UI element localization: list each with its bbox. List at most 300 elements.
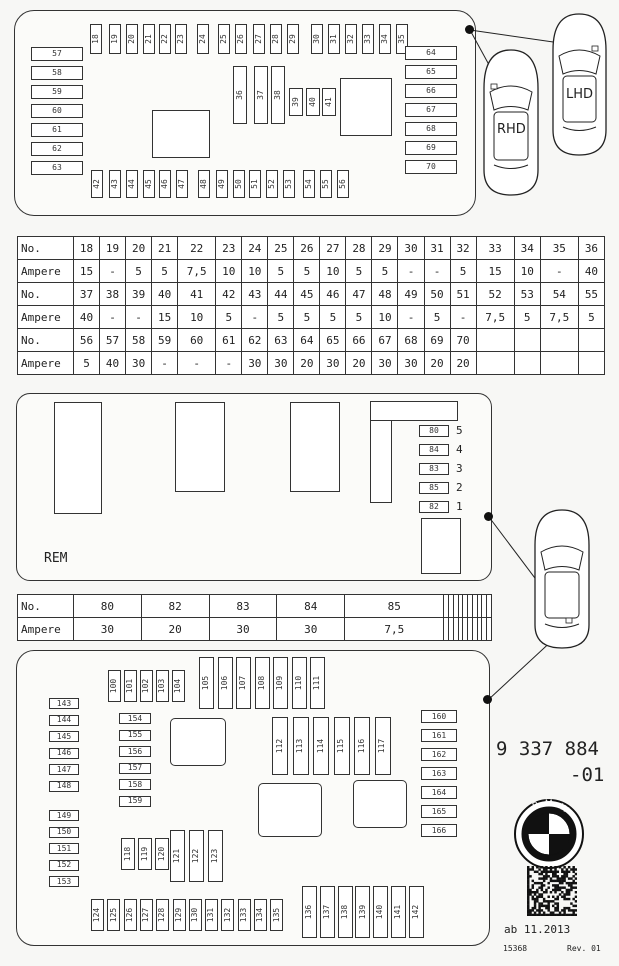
fuse-number: 159 (127, 796, 143, 805)
fuse-122 (189, 830, 204, 882)
row-header-ampere: Ampere (18, 618, 74, 641)
fuse-139 (355, 886, 370, 938)
fuse-number: 117 (377, 738, 387, 754)
fuse-number: 64 (426, 48, 436, 57)
fuse-number: 164 (431, 787, 447, 797)
ampere-cell: 40 (74, 306, 100, 329)
fuse-number-cell: 23 (216, 237, 242, 260)
ampere-cell: - (540, 260, 578, 283)
fuse-66 (405, 84, 457, 98)
fuse-55 (320, 170, 332, 198)
fuse-37 (254, 66, 268, 124)
fuse-number: 115 (336, 738, 346, 754)
fuse-number: 67 (426, 105, 436, 114)
fuse-number: 128 (157, 907, 167, 923)
fuse-57 (31, 47, 83, 61)
fuse-25 (218, 24, 230, 54)
fuse-number: 160 (431, 711, 447, 721)
fuse-number: 32 (345, 34, 355, 44)
fuse-109 (273, 657, 288, 709)
fuse-number-cell: 48 (372, 283, 398, 306)
fuse-number-cell: 68 (398, 329, 424, 352)
fuse-number: 124 (92, 907, 102, 923)
row-header-number: No. (18, 595, 74, 618)
fuse-number-cell: 30 (398, 237, 424, 260)
fuse-number-cell: 39 (126, 283, 152, 306)
ampere-cell: - (216, 352, 242, 375)
fuse-number-cell: 36 (578, 237, 604, 260)
ampere-cell: - (424, 260, 450, 283)
fuse-number: 121 (172, 848, 182, 864)
fuse-131 (205, 899, 218, 931)
fuse-number: 56 (337, 179, 347, 189)
ampere-cell: 5 (450, 260, 476, 283)
fuse-number: 61 (52, 125, 62, 134)
fuse-number: 62 (52, 144, 62, 153)
fuse-136 (302, 886, 317, 938)
fuse-number-cell: 69 (424, 329, 450, 352)
fuse-number-cell: 27 (320, 237, 346, 260)
fuse-64 (405, 46, 457, 60)
rem-relay-3 (290, 402, 340, 492)
rem-car-icon (535, 510, 589, 648)
fuse-number: 120 (157, 846, 167, 862)
fuse-148 (49, 781, 79, 792)
fuse-number: 60 (52, 106, 62, 115)
rem-fuse-position: 4 (456, 443, 463, 456)
rhd-label: RHD (497, 122, 526, 137)
fuse-number: 125 (108, 907, 118, 923)
fuse-24 (197, 24, 209, 54)
fuse-105 (199, 657, 214, 709)
fuse-number: 29 (287, 34, 297, 44)
fuse-number: 102 (141, 678, 151, 694)
fuse-number: 116 (357, 738, 367, 754)
svg-text:M: M (545, 798, 553, 808)
lhd-car-icon (553, 14, 606, 155)
top-panel-connector-dot (465, 25, 474, 34)
fuse-159 (119, 796, 151, 807)
fuse-number: 114 (316, 738, 326, 754)
rem-panel-connector-dot (484, 512, 493, 521)
fuse-number: 65 (426, 67, 436, 76)
fuse-80 (419, 425, 449, 437)
fuse-number-cell: 34 (514, 237, 540, 260)
fuse-number-cell: 70 (450, 329, 476, 352)
fuse-119 (138, 838, 152, 870)
fuse-121 (170, 830, 185, 882)
row-header-number: No. (18, 237, 74, 260)
fuse-number-cell: 37 (74, 283, 100, 306)
fuse-number: 132 (222, 907, 232, 923)
fuse-149 (49, 810, 79, 821)
fuse-number: 57 (52, 49, 62, 58)
fuse-124 (91, 899, 104, 931)
fuse-number: 108 (257, 675, 267, 691)
fuse-106 (218, 657, 233, 709)
svg-text:B: B (530, 798, 542, 811)
fuse-number: 141 (393, 904, 403, 920)
fuse-number: 127 (141, 907, 151, 923)
fuse-129 (173, 899, 186, 931)
fuse-number: 42 (91, 179, 101, 189)
fuse-number: 149 (56, 810, 72, 820)
ampere-cell: - (450, 306, 476, 329)
fuse-83 (419, 463, 449, 475)
ampere-cell: 30 (209, 618, 277, 641)
fuse-number: 163 (431, 768, 447, 778)
fuse-85 (419, 482, 449, 494)
fuse-number: 135 (271, 907, 281, 923)
ampere-cell: 30 (268, 352, 294, 375)
ampere-cell: 15 (476, 260, 514, 283)
fuse-101 (124, 670, 137, 702)
fuse-128 (156, 899, 169, 931)
fuse-156 (119, 746, 151, 757)
rear-panel-connector-dot (483, 695, 492, 704)
ampere-cell: - (398, 260, 424, 283)
fuse-number: 19 (109, 34, 119, 44)
fuse-155 (119, 730, 151, 741)
fuse-27 (253, 24, 265, 54)
fuse-113 (293, 717, 309, 775)
fuse-67 (405, 103, 457, 117)
fuse-19 (109, 24, 121, 54)
ampere-cell: 5 (74, 352, 100, 375)
fuse-number: 140 (375, 904, 385, 920)
fuse-32 (345, 24, 357, 54)
fuse-133 (238, 899, 251, 931)
ampere-cell: 30 (74, 618, 142, 641)
fuse-number: 161 (431, 730, 447, 740)
fuse-151 (49, 843, 79, 854)
fuse-143 (49, 698, 79, 709)
fuse-62 (31, 142, 83, 156)
ampere-cell: 5 (320, 306, 346, 329)
fuse-54 (303, 170, 315, 198)
fuse-107 (236, 657, 251, 709)
fuse-number-cell: 42 (216, 283, 242, 306)
row-header-number: No. (18, 283, 74, 306)
fuse-number: 105 (201, 675, 211, 691)
fuse-number-cell: 33 (476, 237, 514, 260)
fuse-number: 146 (56, 748, 72, 757)
fuse-44 (126, 170, 138, 198)
fuse-115 (334, 717, 350, 775)
fuse-42 (91, 170, 103, 198)
rem-fuse-position: 1 (456, 500, 463, 513)
ampere-cell: 7,5 (178, 260, 216, 283)
fuse-number: 155 (127, 730, 143, 739)
ampere-cell: 5 (268, 260, 294, 283)
footer-date: ab 11.2013 (504, 923, 571, 936)
fuse-138 (338, 886, 353, 938)
fuse-150 (49, 827, 79, 838)
fuse-number: 143 (56, 698, 72, 708)
fuse-number-cell: 59 (152, 329, 178, 352)
fuse-162 (421, 748, 457, 761)
rem-label: REM (44, 551, 68, 566)
fuse-number: 58 (52, 68, 62, 77)
fuse-118 (121, 838, 135, 870)
fuse-number-cell: 40 (152, 283, 178, 306)
fuse-84 (419, 444, 449, 456)
rear-relay-1 (170, 718, 226, 766)
fuse-number: 63 (52, 163, 62, 172)
fuse-number-cell: 61 (216, 329, 242, 352)
ampere-cell: 20 (450, 352, 476, 375)
fuse-number: 154 (127, 713, 143, 723)
fuse-63 (31, 161, 83, 175)
fuse-50 (233, 170, 245, 198)
fuse-number-cell: 43 (242, 283, 268, 306)
fuse-number: 145 (56, 731, 72, 741)
fuse-65 (405, 65, 457, 79)
fuse-number: 40 (307, 97, 317, 107)
ampere-cell: 5 (294, 260, 320, 283)
row-header-ampere: Ampere (18, 352, 74, 375)
fuse-53 (283, 170, 295, 198)
fuse-160 (421, 710, 457, 723)
fuse-number: 129 (174, 907, 184, 923)
fuse-number-cell: 67 (372, 329, 398, 352)
fuse-number: 18 (90, 34, 100, 44)
ampere-cell: - (100, 260, 126, 283)
fuse-38 (271, 66, 285, 124)
fuse-number: 20 (126, 34, 136, 44)
ampere-cell: 10 (242, 260, 268, 283)
fuse-number-cell: 21 (152, 237, 178, 260)
fuse-102 (140, 670, 153, 702)
fuse-number-cell: 19 (100, 237, 126, 260)
fuse-number: 136 (304, 904, 314, 920)
fuse-number: 23 (175, 34, 185, 44)
fuse-number: 106 (220, 675, 230, 691)
fuse-number: 34 (379, 34, 389, 44)
fuse-number-cell: 84 (277, 595, 345, 618)
ampere-cell: 10 (178, 306, 216, 329)
fuse-number: 39 (290, 97, 300, 107)
fuse-141 (391, 886, 406, 938)
fuse-number-cell: 51 (450, 283, 476, 306)
ampere-cell: 5 (578, 306, 604, 329)
fuse-number-cell: 44 (268, 283, 294, 306)
fuse-number: 47 (176, 179, 186, 189)
fuse-number: 139 (357, 904, 367, 920)
fuse-number: 85 (429, 483, 439, 492)
fuse-number-cell: 49 (398, 283, 424, 306)
fuse-number: 101 (125, 678, 135, 694)
fuse-number: 68 (426, 124, 436, 133)
fuse-125 (107, 899, 120, 931)
fuse-39 (289, 88, 303, 116)
fuse-number-cell: 24 (242, 237, 268, 260)
fuse-number: 151 (56, 843, 72, 853)
fuse-number-cell: 47 (346, 283, 372, 306)
row-header-ampere: Ampere (18, 260, 74, 283)
fuse-number: 44 (126, 179, 136, 189)
fuse-47 (176, 170, 188, 198)
fuse-number: 144 (56, 715, 72, 724)
fuse-104 (172, 670, 185, 702)
fuse-157 (119, 763, 151, 774)
fuse-number-cell: 22 (178, 237, 216, 260)
ampere-cell: - (398, 306, 424, 329)
fuse-number: 59 (52, 87, 62, 96)
fuse-number: 69 (426, 143, 436, 152)
fuse-number: 137 (322, 904, 332, 920)
fuse-number: 41 (323, 97, 333, 107)
fuse-number-cell: 83 (209, 595, 277, 618)
fuse-18 (90, 24, 102, 54)
fuse-number: 113 (295, 738, 305, 754)
fuse-number: 80 (429, 426, 439, 435)
footer-code: 15368 (503, 944, 528, 953)
ampere-cell: 20 (346, 352, 372, 375)
fuse-number: 70 (426, 162, 436, 171)
fuse-number: 37 (255, 90, 265, 100)
ampere-cell: 30 (320, 352, 346, 375)
fuse-number: 111 (312, 675, 322, 691)
fuse-number: 52 (266, 179, 276, 189)
fuse-number: 150 (56, 827, 72, 836)
fuse-68 (405, 122, 457, 136)
fuse-number-cell: 56 (74, 329, 100, 352)
fuse-142 (409, 886, 424, 938)
ampere-cell: 5 (216, 306, 242, 329)
fuse-number: 25 (218, 34, 228, 44)
fuse-52 (266, 170, 278, 198)
fuse-120 (155, 838, 169, 870)
rear-relay-3 (353, 780, 407, 828)
fuse-number: 49 (216, 179, 226, 189)
fuse-154 (119, 713, 151, 724)
rear-relay-2 (258, 783, 322, 837)
fuse-number: 50 (233, 179, 243, 189)
fuse-147 (49, 764, 79, 775)
row-header-number: No. (18, 329, 74, 352)
fuse-108 (255, 657, 270, 709)
fuse-number: 147 (56, 764, 72, 774)
fuse-69 (405, 141, 457, 155)
fuse-number-cell: 85 (345, 595, 444, 618)
fuse-144 (49, 715, 79, 726)
fuse-number: 28 (270, 34, 280, 44)
fuse-103 (156, 670, 169, 702)
fuse-40 (306, 88, 320, 116)
ampere-cell: 5 (424, 306, 450, 329)
fuse-number: 100 (109, 678, 119, 694)
ampere-cell: 30 (277, 618, 345, 641)
fuse-111 (310, 657, 325, 709)
fuse-48 (198, 170, 210, 198)
fuse-161 (421, 729, 457, 742)
fuse-number: 46 (159, 179, 169, 189)
fuse-number: 66 (426, 86, 436, 95)
fuse-number-cell: 50 (424, 283, 450, 306)
fuse-number-cell: 20 (126, 237, 152, 260)
fuse-36 (233, 66, 247, 124)
ampere-cell: 7,5 (540, 306, 578, 329)
fuse-number: 131 (206, 907, 216, 923)
relay-top-center (152, 110, 210, 158)
ampere-cell: - (152, 352, 178, 375)
ampere-cell: 40 (100, 352, 126, 375)
fuse-158 (119, 779, 151, 790)
fuse-135 (270, 899, 283, 931)
ampere-cell: 30 (398, 352, 424, 375)
rem-relay-1 (54, 402, 102, 514)
ampere-cell: 5 (514, 306, 540, 329)
ampere-cell: 15 (74, 260, 100, 283)
fuse-number: 26 (235, 34, 245, 44)
ampere-cell: 5 (346, 306, 372, 329)
fuse-number-cell: 31 (424, 237, 450, 260)
fuse-number-cell: 80 (74, 595, 142, 618)
fuse-number: 104 (173, 678, 183, 694)
fuse-number-cell: 52 (476, 283, 514, 306)
rem-fuse-position: 2 (456, 481, 463, 494)
fuse-number-cell: 57 (100, 329, 126, 352)
fuse-70 (405, 160, 457, 174)
fuse-number: 83 (429, 464, 439, 473)
fuse-number: 119 (140, 846, 150, 862)
fuse-112 (272, 717, 288, 775)
fuse-22 (159, 24, 171, 54)
ampere-cell: 15 (152, 306, 178, 329)
fuse-number: 156 (127, 746, 143, 756)
fuse-number: 53 (283, 179, 293, 189)
fuse-145 (49, 731, 79, 742)
fuse-number: 123 (210, 848, 220, 864)
fuse-110 (292, 657, 307, 709)
fuse-number: 166 (431, 825, 447, 835)
fuse-number: 152 (56, 860, 72, 869)
row-header-ampere: Ampere (18, 306, 74, 329)
ampere-cell: 5 (126, 260, 152, 283)
rem-fuse-position: 3 (456, 462, 463, 475)
rem-fuse-position: 5 (456, 424, 463, 437)
fuse-number: 35 (396, 34, 406, 44)
fuse-number: 45 (143, 179, 153, 189)
fuse-number: 109 (275, 675, 285, 691)
fuse-number: 31 (328, 34, 338, 44)
fuse-number: 107 (238, 675, 248, 691)
fuse-number-cell: 26 (294, 237, 320, 260)
fuse-number-cell: 64 (294, 329, 320, 352)
fuse-number: 48 (198, 179, 208, 189)
fuse-number: 134 (255, 907, 265, 923)
fuse-137 (320, 886, 335, 938)
rem-block-bottom (421, 518, 461, 574)
fuse-number: 30 (311, 34, 321, 44)
ampere-cell: 20 (141, 618, 209, 641)
fuse-number: 157 (127, 763, 143, 772)
fuse-126 (124, 899, 137, 931)
fuse-51 (249, 170, 261, 198)
part-number-line2: -01 (570, 764, 605, 786)
ampere-cell: 20 (424, 352, 450, 375)
fuse-59 (31, 85, 83, 99)
ampere-cell: 10 (514, 260, 540, 283)
ampere-cell: - (178, 352, 216, 375)
fuse-166 (421, 824, 457, 837)
fuse-127 (140, 899, 153, 931)
fuse-116 (354, 717, 370, 775)
ampere-cell: 5 (294, 306, 320, 329)
fuse-number: 118 (123, 846, 133, 862)
fuse-132 (221, 899, 234, 931)
